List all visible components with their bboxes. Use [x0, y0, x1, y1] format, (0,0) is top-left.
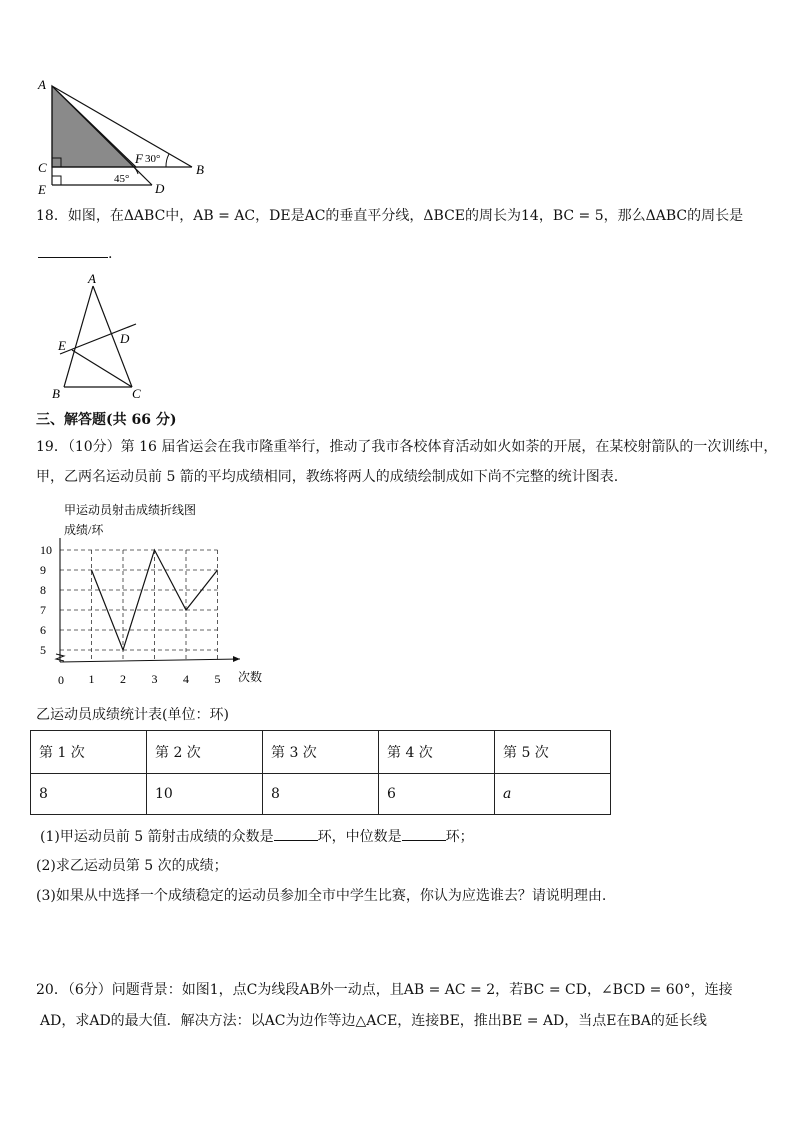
- question-19-sub-3: (3)如果从中选择一个成绩稳定的运动员参加全市中学生比赛，你认为应选谁去？请说明理由.: [36, 888, 607, 904]
- axis-break-mark: [56, 654, 64, 661]
- question-20-line-2: AD，求AD的最大值．解决方法：以AC为边作等边△ACE，连接BE，推出BE = AD，当点E在BA的延长线: [40, 1013, 707, 1029]
- question-18-end: .: [108, 246, 113, 262]
- chart-origin-label: 0: [58, 673, 64, 687]
- label-c2: C: [132, 386, 141, 401]
- table-header: 第 1 次: [31, 731, 147, 774]
- label-f: F: [135, 151, 143, 166]
- angle-label-b: 30°: [145, 153, 161, 165]
- table-header: 第 4 次: [379, 731, 495, 774]
- sub-1-part-c: 环；: [445, 829, 474, 845]
- sub-1-part-b: 环，中位数是: [317, 829, 402, 845]
- y-tick-label: 5: [40, 643, 46, 657]
- segment-ec2: [72, 350, 132, 387]
- label-a: A: [38, 77, 46, 92]
- x-tick-label: 1: [88, 672, 95, 686]
- chart-title: 甲运动员射击成绩折线图: [64, 503, 197, 517]
- sub-1-part-a: (1)甲运动员前 5 箭射击成绩的众数是: [40, 829, 274, 845]
- chart-grid: [60, 550, 218, 662]
- label-d: D: [155, 181, 165, 196]
- line-chart: [30, 500, 270, 692]
- x-tick-label: 4: [183, 672, 189, 686]
- question-19-line-1: 19．（10分）第 16 届省运会在我市隆重举行，推动了我市各校体育活动如火如荼的开展，在某校射箭队的一次训练中，: [36, 439, 778, 455]
- table-cell: a: [495, 774, 611, 815]
- answer-blank: [38, 243, 108, 258]
- question-20-line-1: 20．（6分）问题背景：如图1，点C为线段AB外一动点，且AB = AC = 2，若BC = CD，∠BCD = 60°，连接: [36, 982, 733, 998]
- question-18-answer-line: [38, 243, 112, 263]
- section-3-title: 三、解答题(共 66 分): [36, 412, 177, 428]
- chart-x-label: 次数: [238, 670, 263, 684]
- y-tick-label: 10: [40, 543, 52, 557]
- figure-right-triangles: [30, 76, 220, 202]
- angle-label-d: 45°: [114, 173, 130, 185]
- label-b: B: [196, 162, 204, 177]
- table-header: 第 2 次: [147, 731, 263, 774]
- table-cell: 6: [379, 774, 495, 815]
- segment-ab2: [64, 286, 93, 387]
- x-axis: [60, 659, 240, 662]
- label-e: E: [38, 182, 46, 197]
- y-tick-label: 8: [40, 583, 46, 597]
- question-19-sub-1: [40, 826, 474, 846]
- table-cell: 8: [31, 774, 147, 815]
- label-a2: A: [88, 272, 96, 286]
- chart-y-label: 成绩/环: [64, 523, 104, 537]
- table-cell: 8: [263, 774, 379, 815]
- x-tick-label: 2: [120, 672, 126, 686]
- table-cell: 10: [147, 774, 263, 815]
- angle-arc-b: [166, 154, 169, 167]
- figure-isosceles-triangle: [48, 272, 148, 402]
- question-18-text: 18．如图，在ΔABC中，AB = AC，DE是AC的垂直平分线，ΔBCE的周长为14，BC = 5，那么ΔABC的周长是: [36, 208, 744, 224]
- label-d2: D: [120, 331, 130, 346]
- right-angle-mark-e: [52, 176, 61, 185]
- y-tick-label: 9: [40, 563, 46, 577]
- x-tick-label: 5: [214, 672, 221, 686]
- table-row: [31, 774, 611, 815]
- label-c: C: [38, 160, 47, 175]
- answer-blank-median: [402, 826, 446, 841]
- label-e2: E: [58, 338, 66, 353]
- table-header-row: [31, 731, 611, 774]
- table-header: 第 5 次: [495, 731, 611, 774]
- score-table: [30, 730, 611, 815]
- chart-ticks: [40, 543, 221, 686]
- x-tick-label: 3: [151, 672, 158, 686]
- table-title: 乙运动员成绩统计表(单位：环): [36, 707, 229, 723]
- question-19-sub-2: (2)求乙运动员第 5 次的成绩；: [36, 858, 228, 874]
- x-axis-arrow: [233, 656, 240, 662]
- label-b2: B: [52, 386, 60, 401]
- question-19-line-2: 甲，乙两名运动员前 5 箭的平均成绩相同，教练将两人的成绩绘制成如下尚不完整的统计图表.: [36, 469, 619, 485]
- answer-blank-mode: [274, 826, 318, 841]
- chart-axes: [56, 538, 240, 662]
- y-tick-label: 6: [40, 623, 46, 637]
- y-tick-label: 7: [40, 603, 46, 617]
- table-header: 第 3 次: [263, 731, 379, 774]
